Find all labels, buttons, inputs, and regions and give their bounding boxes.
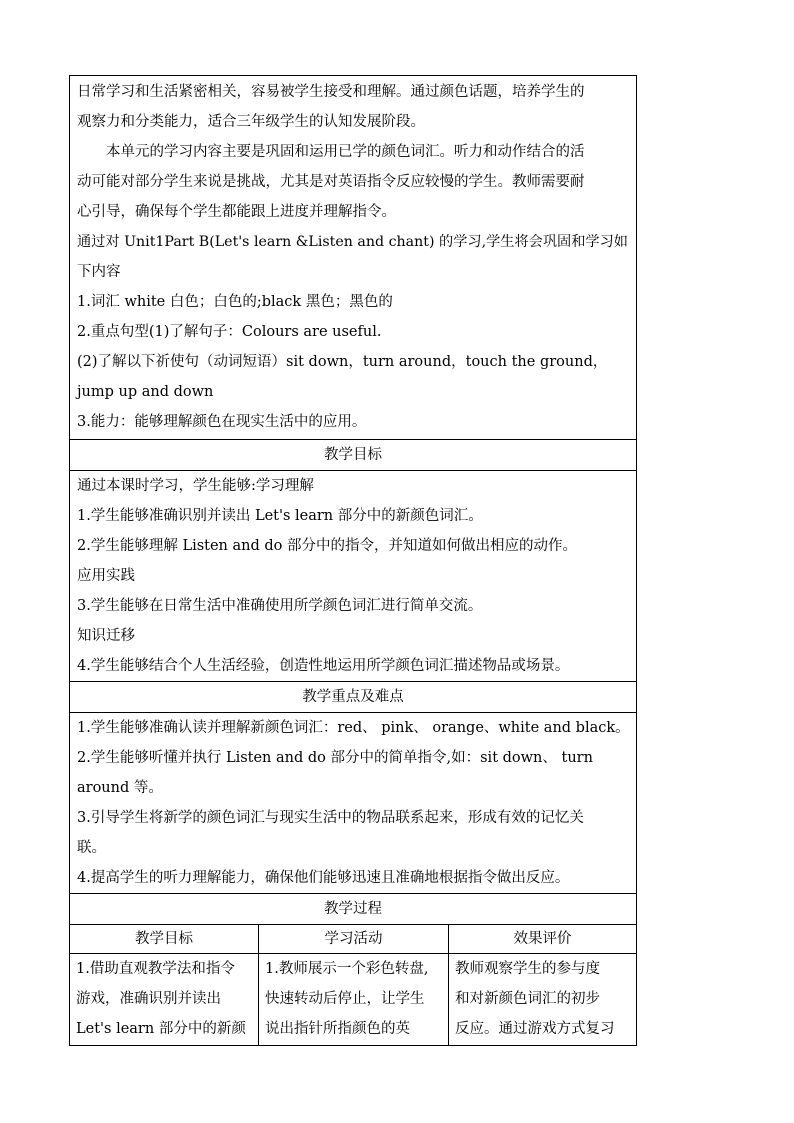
- process-activity-cell: [259, 954, 449, 1046]
- intro-line: 下内容: [77, 264, 121, 280]
- objective-line: 3.学生能够在日常生活中准确使用所学颜色词汇进行简单交流。: [77, 598, 483, 614]
- objectives-heading: 教学目标: [70, 440, 637, 471]
- key-point-line: 1.学生能够准确认读并理解新颜色词汇：red、 pink、 orange、white and black。: [77, 720, 630, 736]
- intro-line: 日常学习和生活紧密相关，容易被学生接受和理解。通过颜色话题，培养学生的: [77, 84, 585, 100]
- lesson-plan-document: [69, 75, 636, 1046]
- table-row: [70, 954, 637, 1046]
- process-goal-cell: [70, 954, 259, 1046]
- intro-line: 观察力和分类能力，适合三年级学生的认知发展阶段。: [77, 114, 425, 130]
- column-header-evaluation: 效果评价: [449, 925, 637, 954]
- objective-line: 应用实践: [77, 568, 135, 584]
- intro-line: 通过对 Unit1Part B(Let's learn &Listen and chant) 的学习,学生将会巩固和学习如: [77, 234, 628, 250]
- process-evaluation-line: 和对新颜色词汇的初步: [455, 991, 600, 1007]
- key-point-line: around 等。: [77, 780, 163, 796]
- intro-line: 心引导，确保每个学生都能跟上进度并理解指令。: [77, 204, 396, 220]
- objective-line: 知识迁移: [77, 628, 135, 644]
- column-header-activity: 学习活动: [259, 925, 449, 954]
- column-header-goal: 教学目标: [70, 925, 259, 954]
- objectives-cell: [70, 471, 637, 682]
- intro-line: 2.重点句型(1)了解句子：Colours are useful.: [77, 324, 382, 340]
- process-activity-line: 1.教师展示一个彩色转盘,: [265, 961, 429, 977]
- intro-line: 动可能对部分学生来说是挑战，尤其是对英语指令反应较慢的学生。教师需要耐: [77, 174, 585, 190]
- key-point-line: 联。: [77, 840, 106, 856]
- intro-line: 本单元的学习内容主要是巩固和运用已学的颜色词汇。听力和动作结合的活: [106, 144, 585, 160]
- objective-line: 1.学生能够准确识别并读出 Let's learn 部分中的新颜色词汇。: [77, 508, 483, 524]
- key-points-heading: 教学重点及难点: [70, 682, 637, 713]
- key-point-line: 4.提高学生的听力理解能力，确保他们能够迅速且准确地根据指令做出反应。: [77, 870, 570, 886]
- intro-line: jump up and down: [77, 384, 214, 400]
- intro-line: (2)了解以下祈使句（动词短语）sit down，turn around，touch the ground，: [77, 354, 608, 370]
- objective-line: 2.学生能够理解 Listen and do 部分中的指令，并知道如何做出相应的动作。: [77, 538, 577, 554]
- process-activity-line: 快速转动后停止，让学生: [265, 991, 425, 1007]
- process-goal-line: Let's learn 部分中的新颜: [76, 1021, 246, 1037]
- process-evaluation-line: 反应。通过游戏方式复习: [455, 1021, 615, 1037]
- intro-line: 3.能力：能够理解颜色在现实生活中的应用。: [77, 414, 367, 430]
- content-analysis-cell: [70, 76, 637, 440]
- process-activity-line: 说出指针所指颜色的英: [265, 1021, 410, 1037]
- key-point-line: 2.学生能够听懂并执行 Listen and do 部分中的简单指令,如：sit down、 turn: [77, 750, 593, 766]
- objective-line: 通过本课时学习，学生能够:学习理解: [77, 478, 314, 494]
- intro-line: 1.词汇 white 白色；白色的;black 黑色；黑色的: [77, 294, 393, 310]
- process-evaluation-line: 教师观察学生的参与度: [455, 961, 600, 977]
- key-point-line: 3.引导学生将新学的颜色词汇与现实生活中的物品联系起来，形成有效的记忆关: [77, 810, 584, 826]
- process-evaluation-cell: [449, 954, 637, 1046]
- key-points-cell: [70, 713, 637, 894]
- process-heading: 教学过程: [70, 894, 637, 925]
- process-goal-line: 游戏，准确识别并读出: [76, 991, 221, 1007]
- lesson-plan-table: [69, 75, 637, 1046]
- objective-line: 4.学生能够结合个人生活经验，创造性地运用所学颜色词汇描述物品或场景。: [77, 658, 570, 674]
- process-goal-line: 1.借助直观教学法和指令: [76, 961, 235, 977]
